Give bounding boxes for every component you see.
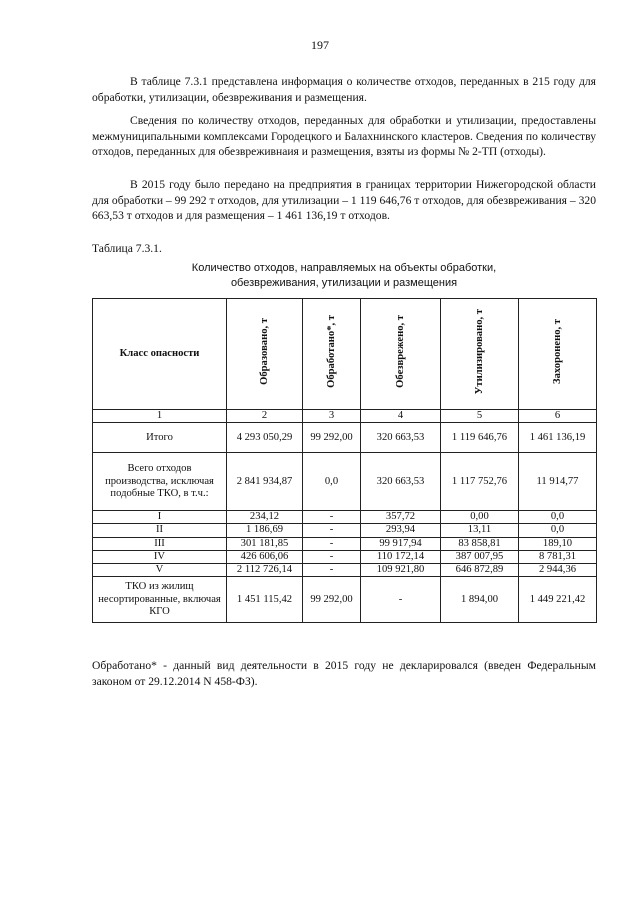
table-cell: 1 449 221,42: [519, 577, 597, 623]
table-row-production-waste: [93, 453, 597, 511]
table-cell: 2 112 726,14: [227, 564, 303, 577]
table-title: [92, 261, 596, 291]
table-cell: IV: [93, 550, 227, 563]
table-cell: -: [303, 537, 361, 550]
table-cell: II: [93, 524, 227, 537]
table-row-class-5: [93, 564, 597, 577]
table-cell: 8 781,31: [519, 550, 597, 563]
table-cell: 13,11: [441, 524, 519, 537]
table-cell: 0,0: [519, 511, 597, 524]
table-cell: -: [303, 511, 361, 524]
table-cell: 4 293 050,29: [227, 423, 303, 453]
table-row-class-2: [93, 524, 597, 537]
table-cell: 1 451 115,42: [227, 577, 303, 623]
header-generated: Образовано, т: [227, 299, 303, 410]
table-cell: I: [93, 511, 227, 524]
table-cell: 387 007,95: [441, 550, 519, 563]
header-hazard-class: Класс опасности: [93, 299, 227, 410]
table-cell: 99 917,94: [361, 537, 441, 550]
table-cell: Итого: [93, 423, 227, 453]
table-cell: 357,72: [361, 511, 441, 524]
table-cell: 293,94: [361, 524, 441, 537]
table-row-class-1: [93, 511, 597, 524]
table-header-row: [93, 299, 597, 410]
table-cell: 4: [361, 410, 441, 423]
table-cell: -: [303, 564, 361, 577]
table-cell: -: [361, 577, 441, 623]
table-cell: 301 181,85: [227, 537, 303, 550]
table-cell: 1 461 136,19: [519, 423, 597, 453]
table-row-class-3: [93, 537, 597, 550]
table-cell: 0,0: [303, 453, 361, 511]
table-cell: 0,00: [441, 511, 519, 524]
table-cell: 426 606,06: [227, 550, 303, 563]
numbering-row: [93, 410, 597, 423]
table-cell: 189,10: [519, 537, 597, 550]
table-cell: 3: [303, 410, 361, 423]
table-cell: 110 172,14: [361, 550, 441, 563]
header-neutralized: Обезврежено, т: [361, 299, 441, 410]
header-buried: Захоронено, т: [519, 299, 597, 410]
table-cell: 5: [441, 410, 519, 423]
table-cell: 6: [519, 410, 597, 423]
table-cell: 1: [93, 410, 227, 423]
table-cell: 234,12: [227, 511, 303, 524]
table-cell: 2 841 934,87: [227, 453, 303, 511]
page-number: 197: [311, 38, 329, 52]
table-cell: III: [93, 537, 227, 550]
table-cell: 0,0: [519, 524, 597, 537]
footnote: Обработано* - данный вид деятельности в 2015 году не декларировался (введен Федеральным законом от 29.12.2014 N 458-ФЗ).: [92, 659, 596, 688]
table-cell: 1 894,00: [441, 577, 519, 623]
table-row-household-waste: [93, 577, 597, 623]
table-cell: 99 292,00: [303, 423, 361, 453]
header-utilized: Утилизировано, т: [441, 299, 519, 410]
table-cell: Всего отходов производства, исключая подобные ТКО, в т.ч.:: [93, 453, 227, 511]
table-row-class-4: [93, 550, 597, 563]
table-cell: 646 872,89: [441, 564, 519, 577]
table-cell: ТКО из жилищ несортированные, включая КГО: [93, 577, 227, 623]
table-cell: -: [303, 550, 361, 563]
table-cell: 1 117 752,76: [441, 453, 519, 511]
table-cell: -: [303, 524, 361, 537]
table-cell: 2: [227, 410, 303, 423]
table-cell: 1 186,69: [227, 524, 303, 537]
paragraph-sources: Сведения по количеству отходов, переданных для обработки и утилизации, предоставлены межмуниципальными комплексами Городецкого и Балахнинского кластеров. Сведения по количеству отходов, переданных для обезвреживнаия и размещения, взяты из формы № 2-ТП (отходы).: [92, 114, 596, 159]
table-cell: 83 858,81: [441, 537, 519, 550]
table-label: Таблица 7.3.1.: [92, 242, 162, 255]
table-cell: 109 921,80: [361, 564, 441, 577]
table-cell: 11 914,77: [519, 453, 597, 511]
waste-table: [92, 298, 597, 623]
table-title-line-2: обезвреживания, утилизации и размещения: [230, 277, 458, 289]
table-cell: 320 663,53: [361, 423, 441, 453]
table-cell: 1 119 646,76: [441, 423, 519, 453]
table-cell: 320 663,53: [361, 453, 441, 511]
table-cell: V: [93, 564, 227, 577]
paragraph-intro: В таблице 7.3.1 представлена информация о количестве отходов, переданных в 215 году для обработки, утилизации, обезвреживания и размещения.: [92, 75, 596, 104]
table-row-total: [93, 423, 597, 453]
table-title-line-1: Количество отходов, направляемых на объекты обработки,: [191, 262, 497, 274]
table-cell: 2 944,36: [519, 564, 597, 577]
table-cell: 99 292,00: [303, 577, 361, 623]
paragraph-totals: В 2015 году было передано на предприятия в границах территории Нижегородской области для обработки – 99 292 т отходов, для утилизации – 1 119 646,76 т отходов, для обезвреживания – 320 663,53 т отходов и для размещения – 1 461 136,19 т отходов.: [92, 178, 596, 223]
header-processed: Обработано*, т: [303, 299, 361, 410]
